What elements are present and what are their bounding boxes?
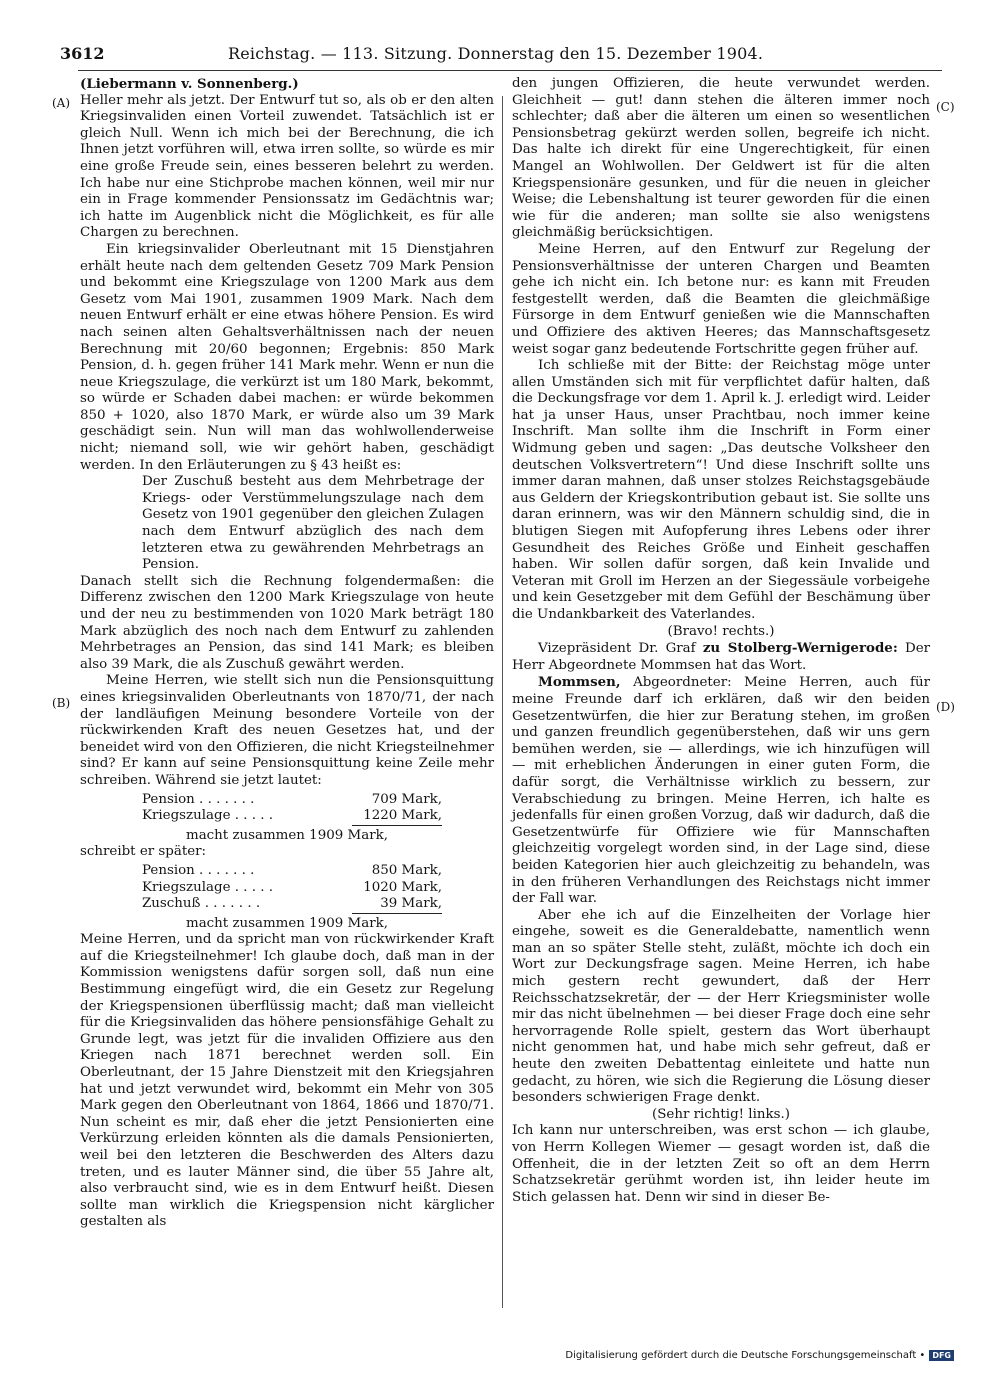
vice-president-remark bbox=[512, 640, 930, 674]
tally-value: 709 Mark, bbox=[371, 791, 442, 807]
paragraph: Meine Herren, und da spricht man von rückwirkender Kraft auf die Kriegsteilnehmer! Ich glaube doch, daß man in der Kommission wenigstens dafür sorgen soll, daß nun eine Bestimmung eingefügt wird, die ein Gesetz zur Regelung der Kriegspensionen überflüssig macht; daß man vielleicht für die Kriegsinvaliden das höhere pensionsfähige Gehalt zu Grunde legt, was jetzt für die invaliden Offiziere aus den Kriegen nach 1871 berechnet werden soll. Ein Oberleutnant, der 15 Jahre Dienstzeit mit den Kriegsjahren hat und jetzt verwundet wird, bekommt ein Mehr von 305 Mark gegen den Oberleutnant von 1864, 1866 und 1870/71. Nun scheint es mir, daß eher die jetzt Pensionierten eine Verkürzung erleiden könnten als die damals Pensionierten, weil bei den letzteren die Beschwerden des Alters dazu treten, und es lauter Männer sind, die über 55 Jahre alt, also verbraucht sind, wie es in dem Entwurf heißt. Diesen sollte man wirklich die Kriegspension nicht kärglicher gestalten als bbox=[80, 932, 494, 1230]
margin-mark-b: (B) bbox=[52, 696, 71, 710]
reaction-note: (Sehr richtig! links.) bbox=[652, 1106, 790, 1122]
paragraph: den jungen Offizieren, die heute verwundet werden. Gleichheit — gut! dann stehen die älteren immer noch schlechter; daß aber die älteren um einen so wesentlichen Pensionsbetrag gekürzt werden sollen, begreife ich nicht. Das halte ich direkt für eine Ungerechtigkeit, für einen Mangel an Wohlwollen. Der Geldwert ist für die alten Kriegspensionäre gesunken, und für die neuen in gleicher Weise; die Lebenshaltung ist teurer geworden für die einen wie für die anderen; man sollte sie also wenigstens gleichmäßig berücksichtigen. bbox=[512, 76, 930, 241]
tally-total: macht zusammen 1909 Mark, bbox=[186, 827, 388, 843]
tally-label: Pension . . . . . . . bbox=[142, 791, 255, 807]
tally-label: Kriegszulage . . . . . bbox=[142, 879, 274, 895]
column-divider bbox=[502, 96, 503, 1308]
margin-mark-a: (A) bbox=[52, 96, 71, 110]
right-column bbox=[512, 76, 930, 1206]
vice-president-name: zu Stolberg-Wernigerode: bbox=[702, 640, 898, 657]
speech-start bbox=[512, 674, 930, 907]
paragraph: Aber ehe ich auf die Einzelheiten der Vorlage hier eingehe, soweit es die Generaldebatte, namentlich wenn man an so später Stelle steht, zuläßt, möchte ich doch ein Wort zur Deckungsfrage sagen. Meine Herren, ich habe mich gestern recht gewundert, daß der Herr Reichsschatzsekretär, der — der Herr Kriegsminister wolle mir das nicht übelnehmen — bei dieser Frage doch eine sehr hervorragende Rolle spielt, gestern das Wort überhaupt nicht genommen hat, und habe mich sehr gefreut, daß er heute den zweiten Debattentag einleitete und hatte nun gedacht, zu hören, wie sich die Regierung die Lösung dieser besonders schwierigen Frage denkt. bbox=[512, 907, 930, 1106]
credit-text: Digitalisierung gefördert durch die Deutsche Forschungsgemeinschaft • bbox=[565, 1350, 926, 1361]
tally-row bbox=[142, 863, 442, 880]
page-number: 3612 bbox=[60, 44, 105, 63]
tally-label: Pension . . . . . . . bbox=[142, 862, 255, 878]
tally-row bbox=[142, 808, 442, 826]
header-rule bbox=[78, 70, 942, 71]
left-column bbox=[80, 76, 494, 1231]
vice-president-title: Vizepräsident Dr. Graf bbox=[538, 641, 696, 657]
tally-row bbox=[142, 792, 442, 809]
tally-total: macht zusammen 1909 Mark, bbox=[186, 915, 388, 931]
tally-intro: schreibt er später: bbox=[80, 844, 207, 860]
tally-row bbox=[142, 896, 442, 914]
paragraph: Abgeordneter: Meine Herren, auch für meine Freunde darf ich erklären, daß wir den beiden Gesetzentwürfen, die hier zur Beratung stehen, im großen und ganzen freundlich gegenüberstehen, daß wir uns gern bemühen werden, sie — allerdings, wie ich hinzufügen will — mit erheblichen Änderungen in einer guten Form, die dafür sorgt, die Verhältnisse wirklich zu bessern, zur Verabschiedung zu bringen. Meine Herren, ich halte es jedenfalls für einen großen Vorzug, daß wir dadurch, daß die Gesetzentwürfe für Offiziere wie für Mannschaften gleichzeitig vorgelegt worden sind, in der Lage sind, diese beiden Kategorien hier auch gleichzeitig zu behandeln, was in den früheren Verhandlungen des Reichstags nicht immer der Fall war. bbox=[512, 675, 930, 907]
speaker-reference: (Liebermann v. Sonnenberg.) bbox=[80, 76, 299, 92]
paragraph: Meine Herren, wie stellt sich nun die Pensionsquittung eines kriegsinvaliden Oberleutnants von 1870/71, der nach der landläufigen Meinung besondere Vorteile von der rückwirkenden Kraft des neuen Gesetzes hat, und der beneidet wird von den Offizieren, die nicht Kriegsteilnehmer sind? Er kann auf seine Pensionsquittung keine Zeile mehr schreiben. Während sie jetzt lautet: bbox=[80, 673, 494, 788]
paragraph: Danach stellt sich die Rechnung folgendermaßen: die Differenz zwischen den 1200 Mark Kriegszulage von heute und der neu zu bestimmenden von 1020 Mark beträgt 180 Mark abzüglich des noch nach dem Entwurf zu zahlenden Mehrbetrages an Pension, das sind 141 Mark; es bleiben also 39 Mark, die als Zuschuß gewährt werden. bbox=[80, 573, 494, 672]
block-quote: Der Zuschuß besteht aus dem Mehrbetrage der Kriegs- oder Verstümmelungszulage nach dem Gesetz von 1901 gegenüber den gleichen Zulagen nach dem Entwurf abzüglich des nach dem letzteren etwa zu gewährenden Mehrbetrags an Pension. bbox=[142, 474, 484, 573]
tally-value: 850 Mark, bbox=[371, 862, 442, 878]
pension-tally-current bbox=[142, 792, 442, 826]
running-head: Reichstag. — 113. Sitzung. Donnerstag den 15. Dezember 1904. bbox=[228, 44, 764, 63]
pension-tally-later bbox=[142, 863, 442, 914]
tally-value: 39 Mark, bbox=[352, 896, 442, 914]
tally-label: Zuschuß . . . . . . . bbox=[142, 896, 261, 912]
margin-mark-d: (D) bbox=[936, 700, 955, 714]
page-header bbox=[60, 44, 942, 70]
paragraph: Heller mehr als jetzt. Der Entwurf tut so, als ob er den alten Kriegsinvaliden einen Vorteil zuwendet. Tatsächlich ist er gleich Null. Wenn ich mich bei der Berechnung, die ich Ihnen jetzt vorführen will, etwa irren sollte, so würde es mir eine große Freude sein, eines besseren belehrt zu werden. Ich habe nur eine Stichprobe machen können, weil mir nur ein in Frage kommender Pensionssatz im Gedächtnis war; ich hatte im Augenblick nicht die Möglichkeit, es für alle Chargen zu berechnen. bbox=[80, 92, 494, 241]
tally-row bbox=[142, 880, 442, 897]
tally-value: 1220 Mark, bbox=[352, 808, 442, 826]
paragraph: Meine Herren, auf den Entwurf zur Regelung der Pensionsverhältnisse der unteren Chargen und Beamten gehe ich nicht ein. Ich betone nur: es kann mit Freuden festgestellt werden, daß die Beamten die gleichmäßige Fürsorge in dem Entwurf genießen wie die Mannschaften und Offiziere des aktiven Heeres; das Mannschaftsgesetz weist sogar ganz bedeutende Fortschritte gegen früher auf. bbox=[512, 241, 930, 357]
paragraph: Ich kann nur unterschreiben, was erst schon — ich glaube, von Herrn Kollegen Wiemer — gesagt worden ist, daß die Offenheit, die in der letzten Zeit so oft an dem Herrn Schatzsekretär gerühmt worden ist, ihn leider heute im Stich gelassen hat. Denn wir sind in dieser Be- bbox=[512, 1123, 930, 1205]
speaker-name: Mommsen, bbox=[538, 674, 621, 691]
tally-label: Kriegszulage . . . . . bbox=[142, 808, 274, 824]
dfg-logo-icon: DFG bbox=[929, 1350, 954, 1361]
vice-president-text: Der Herr Abgeordnete Mommsen hat das Wort. bbox=[512, 641, 931, 673]
digitization-credit bbox=[565, 1350, 954, 1361]
reaction-note: (Bravo! rechts.) bbox=[667, 623, 775, 639]
paragraph: Ich schließe mit der Bitte: der Reichstag möge unter allen Umständen sich mit für verpflichtet dafür halten, daß die Deckungsfrage vor dem 1. April k. J. erledigt wird. Leider hat ja unser Haus, unser Prachtbau, noch immer keine Inschrift. Man sollte ihm die Inschrift in Form einer Widmung geben und sagen: „Das deutsche Volksheer den deutschen Volksvertretern“! Und diese Inschrift sollte uns immer daran mahnen, daß unser stolzes Reichstagsgebäude aus Geldern der Kriegskontribution gebaut ist. Sie sollte uns daran erinnern, was wir den Männern schuldig sind, die in blutigen Siegen mit Aufopferung ihres Lebens oder ihrer Gesundheit des Reiches Größe und Einheit geschaffen haben. Wir sollen dafür sorgen, daß kein Invalide und Veteran mit Groll im Herzen an der Siegessäule vorbeigehe und kein Gesetzgeber mit dem Gefühl der Beschämung über die Undankbarkeit des Vaterlandes. bbox=[512, 358, 930, 622]
tally-value: 1020 Mark, bbox=[363, 879, 442, 895]
paragraph: Ein kriegsinvalider Oberleutnant mit 15 Dienstjahren erhält heute nach dem geltenden Gesetz 709 Mark Pension und bekommt eine Kriegszulage von 1200 Mark aus dem Gesetz vom Mai 1901, zusammen 1909 Mark. Nach dem neuen Entwurf erhält er eine etwas höhere Pension. Es wird nach seinen alten Gehaltsverhältnissen nach der neuen Berechnung mit 20/60 begonnen; Ergebnis: 850 Mark Pension, d. h. gegen früher 141 Mark mehr. Wenn er nun die neue Kriegszulage, die verkürzt ist um 180 Mark, bekommt, so würde er Schaden dabei machen: er würde bekommen 850 + 1020, also 1870 Mark, er würde also um 39 Mark geschädigt sein. Nun will man das wohlwollenderweise nicht; niemand soll, wie wir gehört haben, geschädigt werden. In den Erläuterungen zu § 43 heißt es: bbox=[80, 241, 494, 473]
margin-mark-c: (C) bbox=[936, 100, 955, 114]
